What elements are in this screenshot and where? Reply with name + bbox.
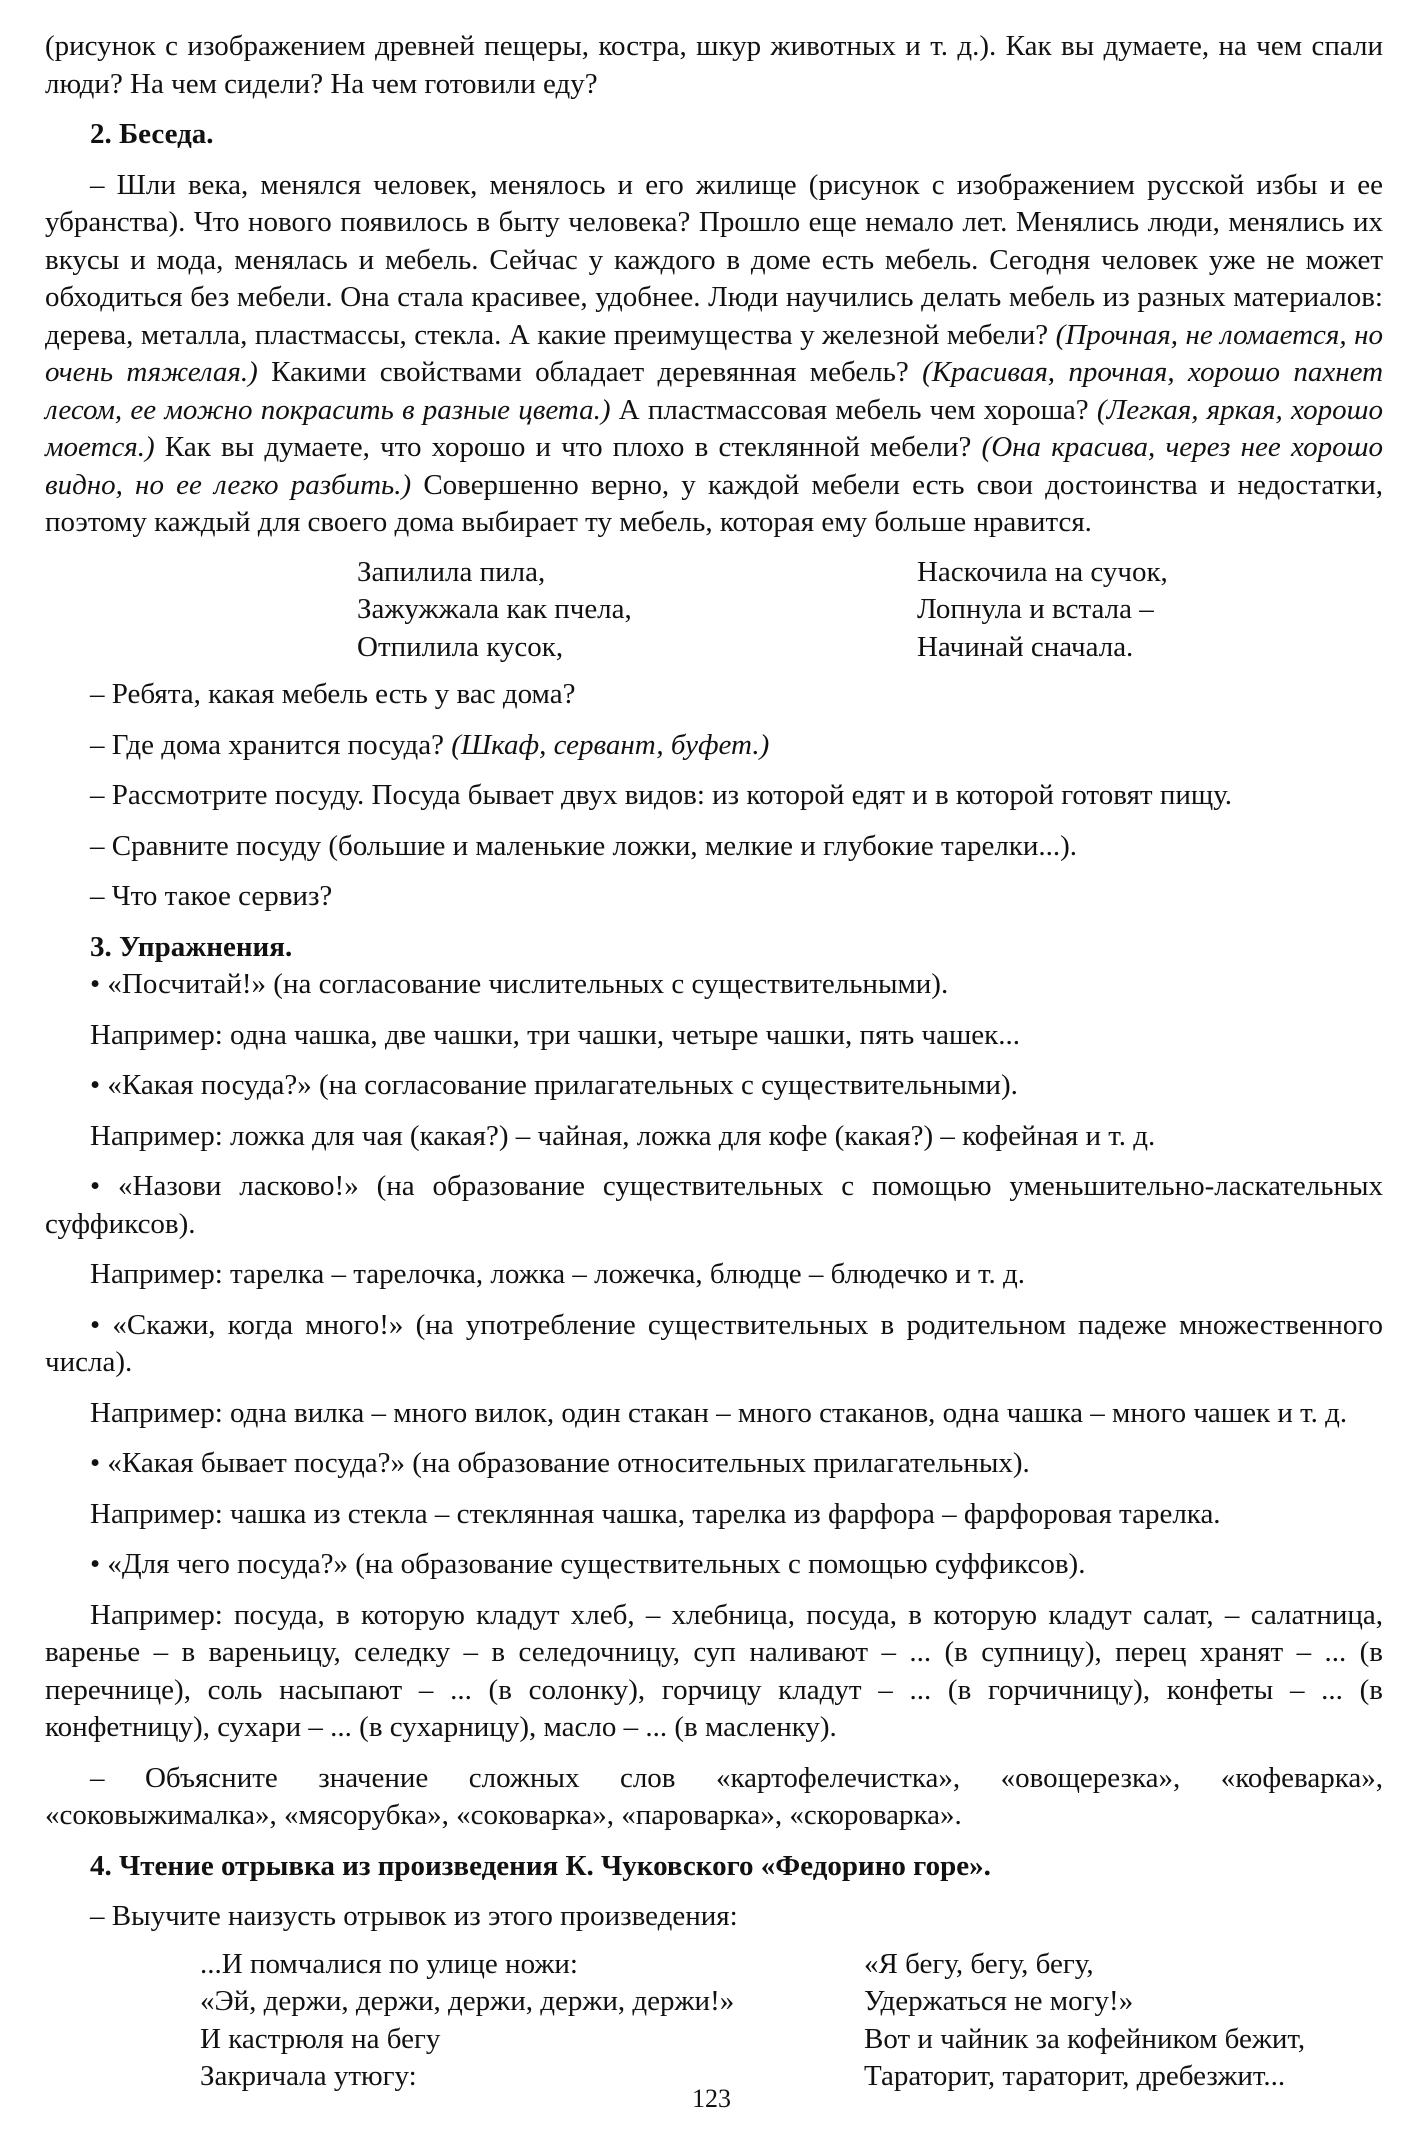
poem-line: ...И помчалися по улице ножи: [200, 1947, 578, 1980]
exercise-item: • «Для чего посуда?» (на образование существительных с помощью суффиксов). [90, 1548, 1086, 1580]
poem-line: Наскочила на сучок, [916, 555, 1168, 588]
answer-glass-furniture: (Она красива, через нее хорошо видно, но ее легко разбить.) [45, 431, 1383, 501]
exercise-item: • «Назови ласково!» (на образование существительных с помощью уменьшительно-ласкательных суффиксов). [45, 1170, 1383, 1240]
section-2-heading: 2. Беседа. [90, 118, 214, 150]
page-number: 123 [692, 2084, 731, 2113]
excerpt-right-column [864, 1946, 1383, 2096]
poem-line: Вот и чайник за кофейником бежит, [864, 2022, 1306, 2055]
section-3-heading: 3. Упражнения. [90, 930, 293, 963]
exercise-example: Например: ложка для чая (какая?) – чайная, ложка для кофе (какая?) – кофейная и т. д. [90, 1119, 1156, 1152]
question-line: – Рассмотрите посуду. Посуда бывает двух видов: из которой едят и в которой готовят пищу. [90, 779, 1233, 811]
poem-left-column [357, 554, 847, 667]
exercise-example: Например: одна вилка – много вилок, один стакан – много стаканов, одна чашка – много чашек и т. д. [90, 1396, 1348, 1429]
exercise-item: • «Какая бывает посуда?» (на образование относительных прилагательных). [90, 1447, 1030, 1479]
poem-line: Закричала утюгу: [200, 2060, 417, 2092]
saw-riddle-poem [45, 554, 1383, 667]
poem-line: Отпилила кусок, [357, 630, 564, 663]
poem-line: «Я бегу, бегу, бегу, [864, 1947, 1094, 1980]
question-line: – Сравните посуду (большие и маленькие ложки, мелкие и глубокие тарелки...). [90, 829, 1078, 862]
exercise-item: • «Скажи, когда много!» (на употребление существительных в родительном падеже множественного числа). [45, 1308, 1383, 1378]
fedorino-gore-excerpt [45, 1946, 1383, 2096]
poem-line: Запилила пила, [357, 555, 546, 588]
answer-wooden-furniture: (Красивая, прочная, хорошо пахнет лесом, ее можно покрасить в разные цвета.) [45, 356, 1384, 426]
poem-line: Начинай сначала. [916, 630, 1134, 663]
answer-plastic-furniture: (Легкая, яркая, хорошо моется.) [45, 393, 1383, 463]
reading-instruction: – Выучите наизусть отрывок из этого произведения: [90, 1900, 738, 1932]
conversation-paragraph: – Шли века, менялся человек, менялось и его жилище (рисунок с изображением русской избы и ее убранства). Что нового появилось в быту человека? Прошло еще немало лет. Менялись люди, менялись их вкусы и мода, менялась и мебель. Сейчас у каждого в доме есть мебель. Сегодня человек уже не может обходиться без мебели. Она стала красивее, удобнее. Люди научились делать мебель из разных материалов: дерева, металла, пластмассы, стекла. А какие преимущества у железной мебели? (Прочная, не ломается, но очень тяжелая.) Какими свойствами обладает деревянная мебель? (Красивая, прочная, хорошо пахнет лесом, ее можно покрасить в разные цвета.) А пластмассовая мебель чем хороша? (Легкая, яркая, хорошо моется.) Как вы думаете, что хорошо и что плохо в стеклянной мебели? (Она красива, через нее хорошо видно, но ее легко разбить.) Совершенно верно, у каждой мебели есть свои достоинства и недостатки, поэтому каждый для своего дома выбирает ту мебель, которая ему больше нравится. [45, 168, 1384, 538]
poem-line: И кастрюля на бегу [200, 2022, 441, 2055]
poem-line: Тараторит, тараторит, дребезжит... [864, 2060, 1286, 2092]
exercise-example: Например: посуда, в которую кладут хлеб, – хлебница, посуда, в которую кладут салат, – салатница, варенье – в вареньицу, селедку – в селедочницу, суп наливают – ... (в супницу), перец хранят – ... (в перечнице), соль насыпают – ... (в солонку), горчицу кладут – ... (в горчичницу), конфеты – ... (в конфетницу), сухари – ... (в сухарницу), масло – ... (в масленку). [45, 1598, 1383, 1743]
answer-iron-furniture: (Прочная, не ломается, но очень тяжелая.) [45, 318, 1383, 388]
exercise-item: • «Какая посуда?» (на согласование прилагательных с существительными). [90, 1069, 1018, 1101]
intro-paragraph: (рисунок с изображением древней пещеры, костра, шкур животных и т. д.). Как вы думаете, на чем спали люди? На чем сидели? На чем готовили еду? [45, 30, 1383, 100]
poem-line: Лопнула и встала – [916, 593, 1154, 625]
poem-right-column [917, 554, 1383, 667]
question-line: – Ребята, какая мебель есть у вас дома? [90, 678, 576, 710]
exercise-item: • «Посчитай!» (на согласование числительных с существительными). [90, 968, 949, 1000]
exercise-example: Например: чашка из стекла – стеклянная чашка, тарелка из фарфора – фарфоровая тарелка. [90, 1497, 1221, 1530]
poem-line: «Эй, держи, держи, держи, держи, держи!» [200, 1985, 735, 2017]
question-line: – Где дома хранится посуда? (Шкаф, сервант, буфет.) [90, 728, 770, 761]
poem-line: Удержаться не могу!» [864, 1985, 1134, 2017]
answer-dish-storage: (Шкаф, сервант, буфет.) [451, 728, 770, 761]
question-line: – Что такое сервиз? [90, 880, 333, 912]
exercise-item: – Объясните значение сложных слов «картофелечистка», «овощерезка», «кофеварка», «соковыжималка», «мясорубка», «соковарка», «пароварка», «скороварка». [45, 1761, 1383, 1831]
section-4-heading: 4. Чтение отрывка из произведения К. Чуковского «Федорино горе». [90, 1849, 991, 1882]
excerpt-left-column [200, 1946, 812, 2096]
exercise-example: Например: тарелка – тарелочка, ложка – ложечка, блюдце – блюдечко и т. д. [90, 1258, 1025, 1290]
exercise-example: Например: одна чашка, две чашки, три чашки, четыре чашки, пять чашек... [90, 1018, 1020, 1051]
poem-line: Зажужжала как пчела, [357, 593, 632, 625]
